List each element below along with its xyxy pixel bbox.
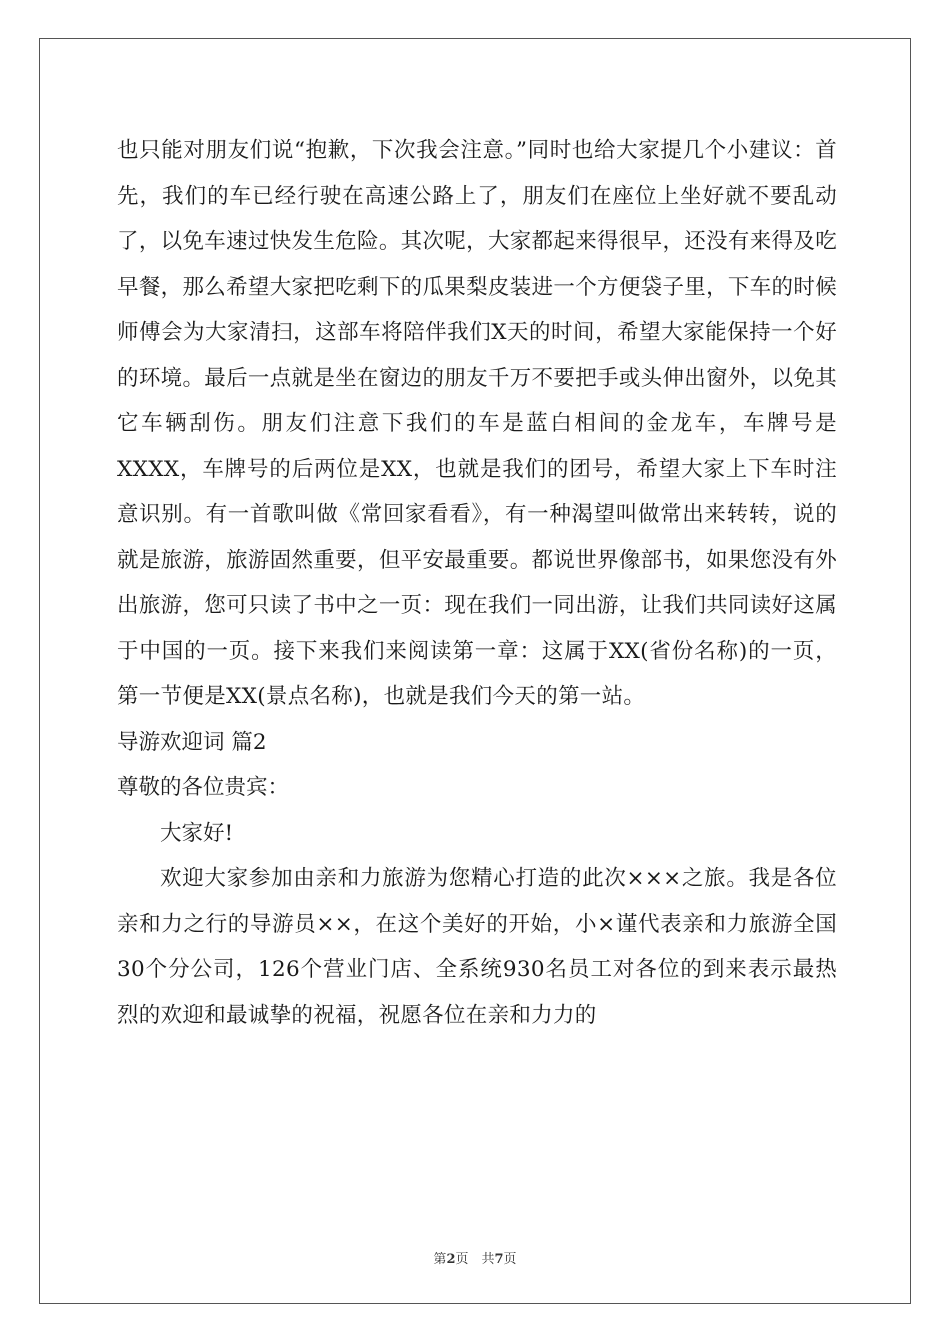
section-title: 导游欢迎词 篇2 bbox=[117, 729, 267, 755]
document-body bbox=[117, 128, 837, 1038]
body-paragraph-2: 欢迎大家参加由亲和力旅游为您精心打造的此次×××之旅。我是各位亲和力之行的导游员××，在这个美好的开始，小×谨代表亲和力旅游全国30个分公司，126个营业门店、全系统930名员工对各位的到来表示最热烈的欢迎和最诚挚的祝福，祝愿各位在亲和力力的 bbox=[117, 866, 837, 1028]
footer-page-suffix: 页 bbox=[503, 1252, 517, 1267]
greeting: 大家好! bbox=[160, 820, 234, 846]
footer-total-pages: 7 bbox=[494, 1252, 504, 1267]
footer-page-prefix: 第 bbox=[433, 1252, 447, 1267]
footer-current-page: 2 bbox=[446, 1252, 456, 1267]
page-footer bbox=[0, 1248, 950, 1267]
footer-page-mid: 页 共 bbox=[455, 1252, 495, 1267]
salutation: 尊敬的各位贵宾： bbox=[117, 775, 290, 800]
body-paragraph-1: 也只能对朋友们说“抱歉，下次我会注意。”同时也给大家提几个小建议：首先，我们的车已经行驶在高速公路上了，朋友们在座位上坐好就不要乱动了，以免车速过快发生危险。其次呢，大家都起来得很早，还没有来得及吃早餐，那么希望大家把吃剩下的瓜果梨皮装进一个方便袋子里，下车的时候师傅会为大家清扫，这部车将陪伴我们X天的时间，希望大家能保持一个好的环境。最后一点就是坐在窗边的朋友千万不要把手或头伸出窗外，以免其它车辆刮伤。朋友们注意下我们的车是蓝白相间的金龙车，车牌号是XXXX，车牌号的后两位是XX，也就是我们的团号，希望大家上下车时注意识别。有一首歌叫做《常回家看看》，有一种渴望叫做常出来转转，说的就是旅游，旅游固然重要，但平安最重要。都说世界像部书，如果您没有外出旅游，您可只读了书中之一页：现在我们一同出游，让我们共同读好这属于中国的一页。接下来我们来阅读第一章：这属于XX(省份名称)的一页，第一节便是XX(景点名称)，也就是我们今天的第一站。 bbox=[117, 138, 837, 709]
